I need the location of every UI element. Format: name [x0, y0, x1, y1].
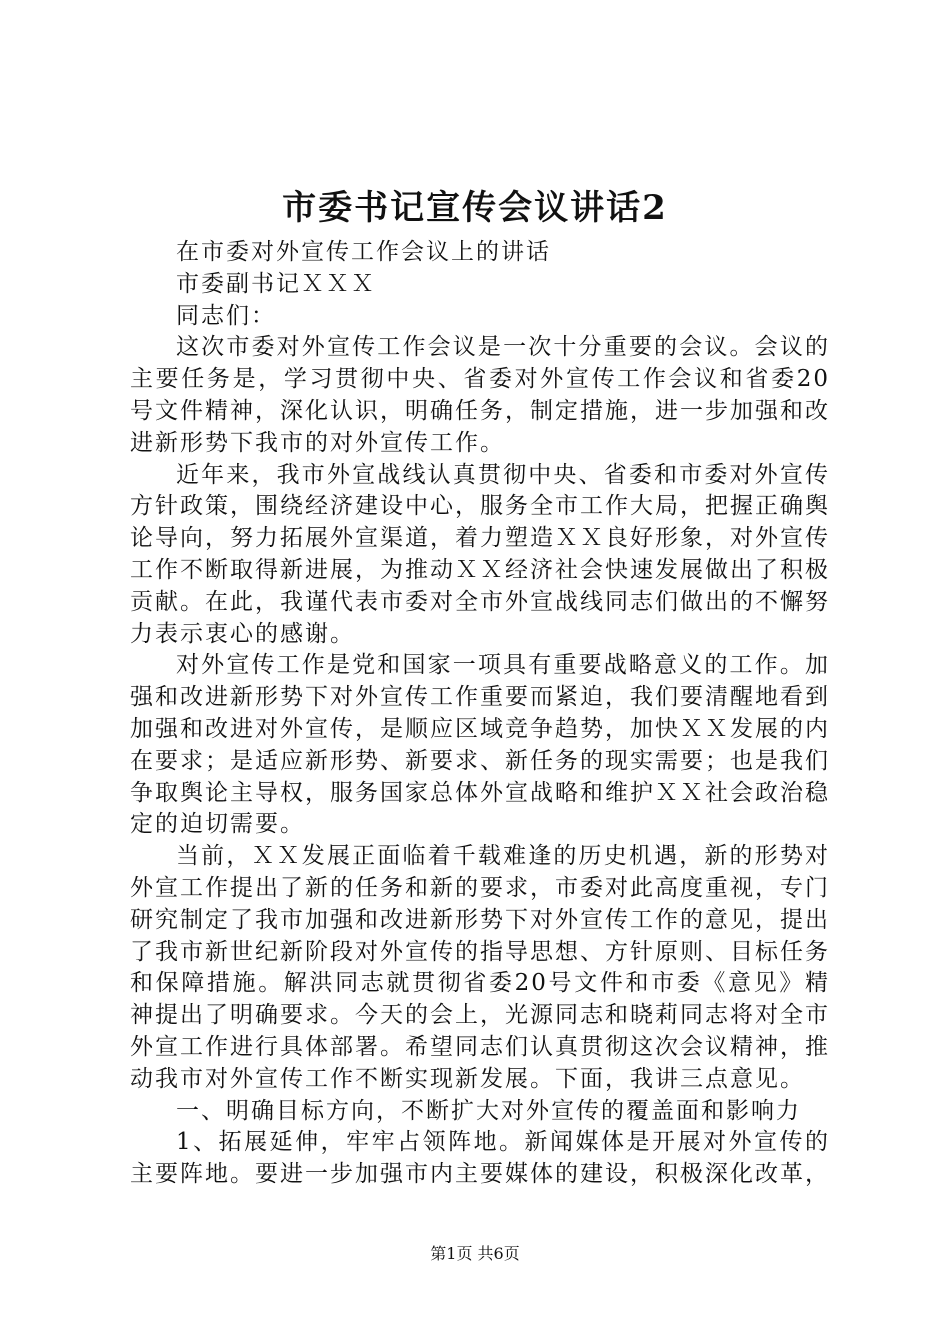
document-body: [130, 237, 830, 1191]
document-title: 市委书记宣传会议讲话2: [282, 188, 668, 228]
body-paragraph: 当前，ＸＸ发展正面临着千载难逢的历史机遇，新的形势对外宣工作提出了新的任务和新的要求，市委对此高度重视，专门研究制定了我市加强和改进新形势下对外宣传工作的意见，提出了我市新世纪新阶段对外宣传的指导思想、方针原则、目标任务和保障措施。解洪同志就贯彻省委20号文件和市委《意见》精神提出了明确要求。今天的会上，光源同志和晓莉同志将对全市外宣工作进行具体部署。希望同志们认真贯彻这次会议精神，推动我市对外宣传工作不断实现新发展。下面，我讲三点意见。: [130, 843, 830, 1092]
page-footer: 第1页 共6页: [430, 1244, 520, 1263]
section-heading: 一、明确目标方向，不断扩大对外宣传的覆盖面和影响力: [176, 1097, 801, 1124]
body-paragraph: 这次市委对外宣传工作会议是一次十分重要的会议。会议的主要任务是，学习贯彻中央、省委对外宣传工作会议和省委20号文件精神，深化认识，明确任务，制定措施，进一步加强和改进新形势下我市的对外宣传工作。: [130, 334, 830, 456]
body-paragraph: 1、拓展延伸，牢牢占领阵地。新闻媒体是开展对外宣传的主要阵地。要进一步加强市内主要媒体的建设，积极深化改革，: [130, 1129, 830, 1188]
body-paragraph: 对外宣传工作是党和国家一项具有重要战略意义的工作。加强和改进新形势下对外宣传工作重要而紧迫，我们要清醒地看到加强和改进对外宣传，是顺应区域竞争趋势，加快ＸＸ发展的内在要求；是适应新形势、新要求、新任务的现实需要；也是我们争取舆论主导权，服务国家总体外宣战略和维护ＸＸ社会政治稳定的迫切需要。: [130, 652, 830, 838]
speech-heading: 在市委对外宣传工作会议上的讲话: [176, 239, 551, 265]
speaker-line: 市委副书记ＸＸＸ: [176, 270, 376, 297]
body-paragraph: 近年来，我市外宣战线认真贯彻中央、省委和市委对外宣传方针政策，围绕经济建设中心，服务全市工作大局，把握正确舆论导向，努力拓展外宣渠道，着力塑造ＸＸ良好形象，对外宣传工作不断取得新进展，为推动ＸＸ经济社会快速发展做出了积极贡献。在此，我谨代表市委对全市外宣战线同志们做出的不懈努力表示衷心的感谢。: [130, 461, 830, 647]
salutation: 同志们：: [176, 302, 276, 329]
